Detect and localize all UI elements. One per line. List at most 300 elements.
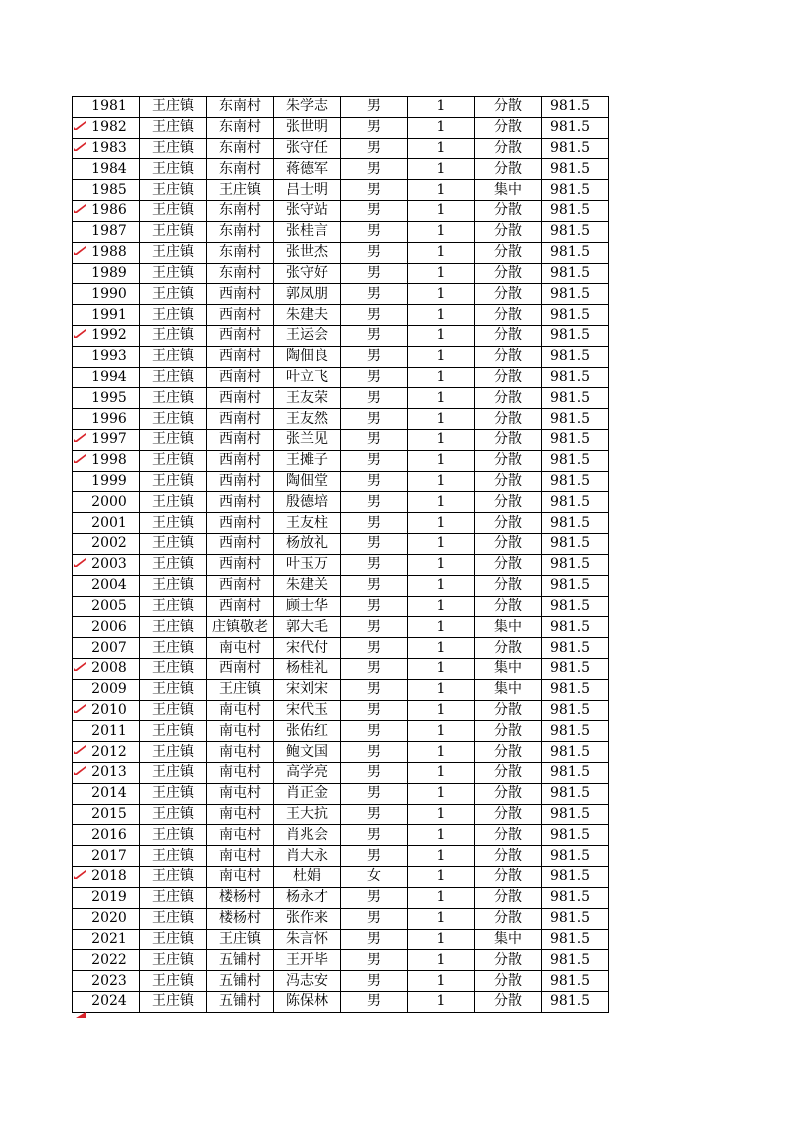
mode-cell[interactable]	[475, 867, 542, 888]
town-cell[interactable]	[140, 409, 207, 430]
count-cell[interactable]	[408, 638, 475, 659]
village-cell[interactable]	[207, 117, 274, 138]
row-id-cell[interactable]	[73, 305, 140, 326]
amount-cell[interactable]	[542, 991, 609, 1012]
count-cell[interactable]	[408, 471, 475, 492]
town-cell[interactable]	[140, 430, 207, 451]
amount-cell[interactable]	[542, 825, 609, 846]
amount-cell[interactable]	[542, 617, 609, 638]
mode-cell[interactable]	[475, 284, 542, 305]
town-cell[interactable]	[140, 346, 207, 367]
mode-cell[interactable]	[475, 97, 542, 118]
comment-marker-icon[interactable]	[74, 454, 86, 463]
amount-cell[interactable]	[542, 430, 609, 451]
row-id-cell[interactable]	[73, 971, 140, 992]
amount-cell[interactable]	[542, 867, 609, 888]
amount-cell[interactable]	[542, 159, 609, 180]
count-cell[interactable]	[408, 159, 475, 180]
row-id-cell[interactable]	[73, 138, 140, 159]
row-id-cell[interactable]	[73, 430, 140, 451]
count-cell[interactable]	[408, 325, 475, 346]
village-cell[interactable]	[207, 97, 274, 118]
gender-cell[interactable]	[341, 221, 408, 242]
row-id-cell[interactable]	[73, 159, 140, 180]
village-cell[interactable]	[207, 991, 274, 1012]
count-cell[interactable]	[408, 825, 475, 846]
amount-cell[interactable]	[542, 409, 609, 430]
name-cell[interactable]	[274, 388, 341, 409]
name-cell[interactable]	[274, 929, 341, 950]
town-cell[interactable]	[140, 929, 207, 950]
row-id-cell[interactable]	[73, 929, 140, 950]
mode-cell[interactable]	[475, 763, 542, 784]
gender-cell[interactable]	[341, 263, 408, 284]
village-cell[interactable]	[207, 346, 274, 367]
mode-cell[interactable]	[475, 825, 542, 846]
row-id-cell[interactable]	[73, 367, 140, 388]
comment-marker-icon[interactable]	[74, 204, 86, 213]
amount-cell[interactable]	[542, 513, 609, 534]
row-id-cell[interactable]	[73, 617, 140, 638]
count-cell[interactable]	[408, 617, 475, 638]
count-cell[interactable]	[408, 346, 475, 367]
town-cell[interactable]	[140, 700, 207, 721]
gender-cell[interactable]	[341, 305, 408, 326]
gender-cell[interactable]	[341, 617, 408, 638]
row-id-cell[interactable]	[73, 908, 140, 929]
amount-cell[interactable]	[542, 596, 609, 617]
gender-cell[interactable]	[341, 450, 408, 471]
town-cell[interactable]	[140, 180, 207, 201]
count-cell[interactable]	[408, 305, 475, 326]
comment-marker-icon[interactable]	[74, 121, 86, 130]
comment-marker-icon[interactable]	[74, 766, 86, 775]
mode-cell[interactable]	[475, 887, 542, 908]
village-cell[interactable]	[207, 242, 274, 263]
mode-cell[interactable]	[475, 804, 542, 825]
gender-cell[interactable]	[341, 950, 408, 971]
amount-cell[interactable]	[542, 846, 609, 867]
mode-cell[interactable]	[475, 596, 542, 617]
count-cell[interactable]	[408, 763, 475, 784]
mode-cell[interactable]	[475, 971, 542, 992]
row-id-cell[interactable]	[73, 180, 140, 201]
gender-cell[interactable]	[341, 700, 408, 721]
town-cell[interactable]	[140, 825, 207, 846]
name-cell[interactable]	[274, 159, 341, 180]
village-cell[interactable]	[207, 658, 274, 679]
mode-cell[interactable]	[475, 534, 542, 555]
row-id-cell[interactable]	[73, 97, 140, 118]
name-cell[interactable]	[274, 430, 341, 451]
gender-cell[interactable]	[341, 117, 408, 138]
mode-cell[interactable]	[475, 638, 542, 659]
amount-cell[interactable]	[542, 575, 609, 596]
name-cell[interactable]	[274, 492, 341, 513]
gender-cell[interactable]	[341, 554, 408, 575]
name-cell[interactable]	[274, 450, 341, 471]
town-cell[interactable]	[140, 638, 207, 659]
row-id-cell[interactable]	[73, 658, 140, 679]
village-cell[interactable]	[207, 388, 274, 409]
row-id-cell[interactable]	[73, 575, 140, 596]
amount-cell[interactable]	[542, 97, 609, 118]
gender-cell[interactable]	[341, 783, 408, 804]
amount-cell[interactable]	[542, 450, 609, 471]
row-id-cell[interactable]	[73, 700, 140, 721]
amount-cell[interactable]	[542, 138, 609, 159]
town-cell[interactable]	[140, 846, 207, 867]
gender-cell[interactable]	[341, 575, 408, 596]
count-cell[interactable]	[408, 950, 475, 971]
village-cell[interactable]	[207, 638, 274, 659]
row-id-cell[interactable]	[73, 825, 140, 846]
amount-cell[interactable]	[542, 305, 609, 326]
town-cell[interactable]	[140, 908, 207, 929]
count-cell[interactable]	[408, 284, 475, 305]
mode-cell[interactable]	[475, 367, 542, 388]
amount-cell[interactable]	[542, 804, 609, 825]
amount-cell[interactable]	[542, 763, 609, 784]
village-cell[interactable]	[207, 513, 274, 534]
row-id-cell[interactable]	[73, 201, 140, 222]
gender-cell[interactable]	[341, 346, 408, 367]
amount-cell[interactable]	[542, 554, 609, 575]
count-cell[interactable]	[408, 679, 475, 700]
amount-cell[interactable]	[542, 658, 609, 679]
mode-cell[interactable]	[475, 201, 542, 222]
name-cell[interactable]	[274, 763, 341, 784]
gender-cell[interactable]	[341, 409, 408, 430]
amount-cell[interactable]	[542, 492, 609, 513]
mode-cell[interactable]	[475, 325, 542, 346]
amount-cell[interactable]	[542, 742, 609, 763]
row-id-cell[interactable]	[73, 346, 140, 367]
row-id-cell[interactable]	[73, 846, 140, 867]
town-cell[interactable]	[140, 242, 207, 263]
gender-cell[interactable]	[341, 991, 408, 1012]
town-cell[interactable]	[140, 138, 207, 159]
count-cell[interactable]	[408, 263, 475, 284]
name-cell[interactable]	[274, 117, 341, 138]
gender-cell[interactable]	[341, 929, 408, 950]
amount-cell[interactable]	[542, 367, 609, 388]
mode-cell[interactable]	[475, 991, 542, 1012]
town-cell[interactable]	[140, 450, 207, 471]
comment-marker-icon[interactable]	[74, 329, 86, 338]
village-cell[interactable]	[207, 492, 274, 513]
town-cell[interactable]	[140, 867, 207, 888]
name-cell[interactable]	[274, 554, 341, 575]
village-cell[interactable]	[207, 180, 274, 201]
name-cell[interactable]	[274, 534, 341, 555]
gender-cell[interactable]	[341, 492, 408, 513]
row-id-cell[interactable]	[73, 867, 140, 888]
gender-cell[interactable]	[341, 804, 408, 825]
village-cell[interactable]	[207, 159, 274, 180]
amount-cell[interactable]	[542, 700, 609, 721]
name-cell[interactable]	[274, 367, 341, 388]
name-cell[interactable]	[274, 991, 341, 1012]
row-id-cell[interactable]	[73, 679, 140, 700]
amount-cell[interactable]	[542, 221, 609, 242]
name-cell[interactable]	[274, 783, 341, 804]
village-cell[interactable]	[207, 471, 274, 492]
count-cell[interactable]	[408, 534, 475, 555]
village-cell[interactable]	[207, 284, 274, 305]
mode-cell[interactable]	[475, 242, 542, 263]
row-id-cell[interactable]	[73, 409, 140, 430]
count-cell[interactable]	[408, 513, 475, 534]
gender-cell[interactable]	[341, 325, 408, 346]
village-cell[interactable]	[207, 450, 274, 471]
name-cell[interactable]	[274, 908, 341, 929]
count-cell[interactable]	[408, 575, 475, 596]
count-cell[interactable]	[408, 783, 475, 804]
count-cell[interactable]	[408, 658, 475, 679]
village-cell[interactable]	[207, 534, 274, 555]
mode-cell[interactable]	[475, 430, 542, 451]
row-id-cell[interactable]	[73, 450, 140, 471]
row-id-cell[interactable]	[73, 721, 140, 742]
village-cell[interactable]	[207, 305, 274, 326]
name-cell[interactable]	[274, 700, 341, 721]
name-cell[interactable]	[274, 263, 341, 284]
row-id-cell[interactable]	[73, 638, 140, 659]
count-cell[interactable]	[408, 554, 475, 575]
gender-cell[interactable]	[341, 471, 408, 492]
village-cell[interactable]	[207, 263, 274, 284]
town-cell[interactable]	[140, 950, 207, 971]
name-cell[interactable]	[274, 825, 341, 846]
name-cell[interactable]	[274, 721, 341, 742]
mode-cell[interactable]	[475, 305, 542, 326]
name-cell[interactable]	[274, 846, 341, 867]
amount-cell[interactable]	[542, 721, 609, 742]
row-id-cell[interactable]	[73, 284, 140, 305]
count-cell[interactable]	[408, 492, 475, 513]
amount-cell[interactable]	[542, 263, 609, 284]
gender-cell[interactable]	[341, 513, 408, 534]
mode-cell[interactable]	[475, 409, 542, 430]
mode-cell[interactable]	[475, 138, 542, 159]
amount-cell[interactable]	[542, 908, 609, 929]
amount-cell[interactable]	[542, 950, 609, 971]
gender-cell[interactable]	[341, 742, 408, 763]
town-cell[interactable]	[140, 284, 207, 305]
village-cell[interactable]	[207, 221, 274, 242]
town-cell[interactable]	[140, 804, 207, 825]
village-cell[interactable]	[207, 783, 274, 804]
mode-cell[interactable]	[475, 554, 542, 575]
mode-cell[interactable]	[475, 575, 542, 596]
count-cell[interactable]	[408, 138, 475, 159]
name-cell[interactable]	[274, 867, 341, 888]
town-cell[interactable]	[140, 783, 207, 804]
village-cell[interactable]	[207, 430, 274, 451]
amount-cell[interactable]	[542, 638, 609, 659]
village-cell[interactable]	[207, 721, 274, 742]
village-cell[interactable]	[207, 367, 274, 388]
village-cell[interactable]	[207, 617, 274, 638]
name-cell[interactable]	[274, 658, 341, 679]
town-cell[interactable]	[140, 513, 207, 534]
comment-marker-icon[interactable]	[74, 662, 86, 671]
gender-cell[interactable]	[341, 242, 408, 263]
amount-cell[interactable]	[542, 242, 609, 263]
town-cell[interactable]	[140, 388, 207, 409]
mode-cell[interactable]	[475, 929, 542, 950]
town-cell[interactable]	[140, 492, 207, 513]
row-id-cell[interactable]	[73, 492, 140, 513]
amount-cell[interactable]	[542, 325, 609, 346]
comment-marker-icon[interactable]	[74, 745, 86, 754]
town-cell[interactable]	[140, 263, 207, 284]
mode-cell[interactable]	[475, 263, 542, 284]
count-cell[interactable]	[408, 117, 475, 138]
gender-cell[interactable]	[341, 284, 408, 305]
count-cell[interactable]	[408, 430, 475, 451]
mode-cell[interactable]	[475, 742, 542, 763]
gender-cell[interactable]	[341, 825, 408, 846]
mode-cell[interactable]	[475, 388, 542, 409]
amount-cell[interactable]	[542, 783, 609, 804]
gender-cell[interactable]	[341, 180, 408, 201]
gender-cell[interactable]	[341, 679, 408, 700]
name-cell[interactable]	[274, 242, 341, 263]
name-cell[interactable]	[274, 346, 341, 367]
name-cell[interactable]	[274, 575, 341, 596]
row-id-cell[interactable]	[73, 596, 140, 617]
town-cell[interactable]	[140, 617, 207, 638]
mode-cell[interactable]	[475, 846, 542, 867]
mode-cell[interactable]	[475, 450, 542, 471]
mode-cell[interactable]	[475, 617, 542, 638]
count-cell[interactable]	[408, 721, 475, 742]
village-cell[interactable]	[207, 929, 274, 950]
count-cell[interactable]	[408, 846, 475, 867]
gender-cell[interactable]	[341, 201, 408, 222]
gender-cell[interactable]	[341, 367, 408, 388]
amount-cell[interactable]	[542, 679, 609, 700]
row-id-cell[interactable]	[73, 221, 140, 242]
amount-cell[interactable]	[542, 471, 609, 492]
count-cell[interactable]	[408, 242, 475, 263]
mode-cell[interactable]	[475, 159, 542, 180]
mode-cell[interactable]	[475, 721, 542, 742]
row-id-cell[interactable]	[73, 742, 140, 763]
village-cell[interactable]	[207, 554, 274, 575]
name-cell[interactable]	[274, 971, 341, 992]
mode-cell[interactable]	[475, 950, 542, 971]
town-cell[interactable]	[140, 596, 207, 617]
name-cell[interactable]	[274, 887, 341, 908]
town-cell[interactable]	[140, 887, 207, 908]
mode-cell[interactable]	[475, 346, 542, 367]
village-cell[interactable]	[207, 138, 274, 159]
village-cell[interactable]	[207, 596, 274, 617]
village-cell[interactable]	[207, 950, 274, 971]
comment-marker-icon[interactable]	[74, 870, 86, 879]
village-cell[interactable]	[207, 325, 274, 346]
count-cell[interactable]	[408, 388, 475, 409]
village-cell[interactable]	[207, 804, 274, 825]
gender-cell[interactable]	[341, 887, 408, 908]
name-cell[interactable]	[274, 471, 341, 492]
village-cell[interactable]	[207, 742, 274, 763]
town-cell[interactable]	[140, 554, 207, 575]
count-cell[interactable]	[408, 409, 475, 430]
name-cell[interactable]	[274, 221, 341, 242]
mode-cell[interactable]	[475, 221, 542, 242]
town-cell[interactable]	[140, 471, 207, 492]
mode-cell[interactable]	[475, 117, 542, 138]
name-cell[interactable]	[274, 742, 341, 763]
town-cell[interactable]	[140, 367, 207, 388]
town-cell[interactable]	[140, 763, 207, 784]
amount-cell[interactable]	[542, 346, 609, 367]
comment-marker-icon[interactable]	[74, 433, 86, 442]
row-id-cell[interactable]	[73, 471, 140, 492]
town-cell[interactable]	[140, 575, 207, 596]
village-cell[interactable]	[207, 908, 274, 929]
town-cell[interactable]	[140, 679, 207, 700]
town-cell[interactable]	[140, 305, 207, 326]
row-id-cell[interactable]	[73, 388, 140, 409]
village-cell[interactable]	[207, 700, 274, 721]
village-cell[interactable]	[207, 846, 274, 867]
village-cell[interactable]	[207, 825, 274, 846]
row-id-cell[interactable]	[73, 117, 140, 138]
village-cell[interactable]	[207, 887, 274, 908]
gender-cell[interactable]	[341, 97, 408, 118]
gender-cell[interactable]	[341, 763, 408, 784]
count-cell[interactable]	[408, 887, 475, 908]
name-cell[interactable]	[274, 284, 341, 305]
count-cell[interactable]	[408, 180, 475, 201]
gender-cell[interactable]	[341, 658, 408, 679]
mode-cell[interactable]	[475, 783, 542, 804]
gender-cell[interactable]	[341, 971, 408, 992]
amount-cell[interactable]	[542, 201, 609, 222]
town-cell[interactable]	[140, 971, 207, 992]
count-cell[interactable]	[408, 367, 475, 388]
town-cell[interactable]	[140, 742, 207, 763]
row-id-cell[interactable]	[73, 991, 140, 1012]
row-id-cell[interactable]	[73, 783, 140, 804]
name-cell[interactable]	[274, 513, 341, 534]
name-cell[interactable]	[274, 305, 341, 326]
gender-cell[interactable]	[341, 534, 408, 555]
gender-cell[interactable]	[341, 430, 408, 451]
village-cell[interactable]	[207, 763, 274, 784]
count-cell[interactable]	[408, 596, 475, 617]
row-id-cell[interactable]	[73, 763, 140, 784]
name-cell[interactable]	[274, 950, 341, 971]
count-cell[interactable]	[408, 221, 475, 242]
gender-cell[interactable]	[341, 388, 408, 409]
amount-cell[interactable]	[542, 180, 609, 201]
village-cell[interactable]	[207, 971, 274, 992]
amount-cell[interactable]	[542, 284, 609, 305]
name-cell[interactable]	[274, 638, 341, 659]
town-cell[interactable]	[140, 221, 207, 242]
mode-cell[interactable]	[475, 492, 542, 513]
count-cell[interactable]	[408, 867, 475, 888]
gender-cell[interactable]	[341, 867, 408, 888]
name-cell[interactable]	[274, 97, 341, 118]
village-cell[interactable]	[207, 201, 274, 222]
